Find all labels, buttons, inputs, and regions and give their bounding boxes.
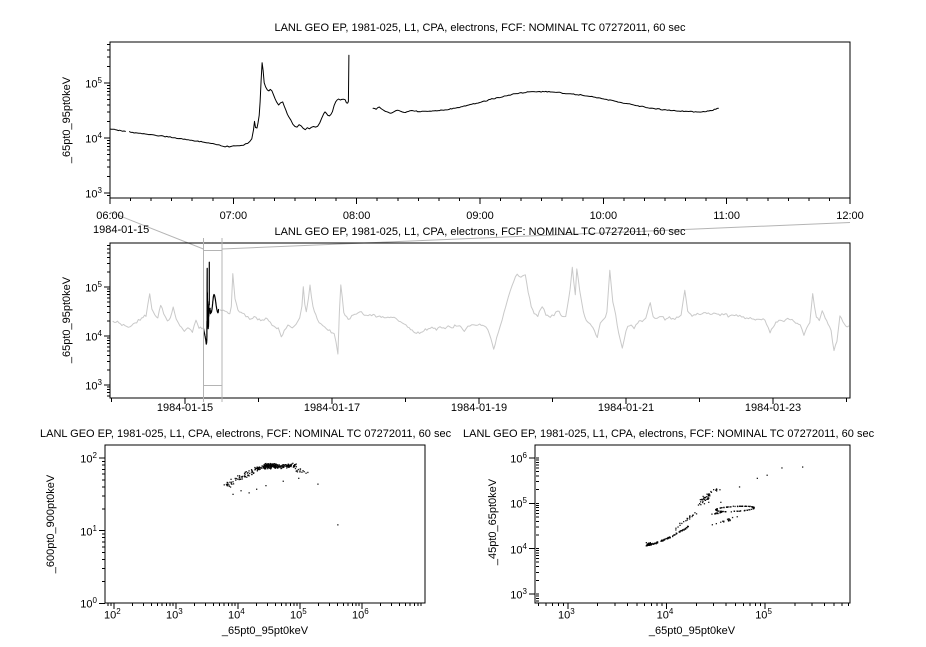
y-axis-tick-label: $10^5$: [510, 496, 527, 511]
y-axis-tick-label: $10^4$: [85, 329, 102, 344]
y-axis-tick-label: $10^4$: [510, 541, 527, 557]
x-axis-tick-label: $10^3$: [558, 607, 575, 622]
y-axis-tick-label: $10^3$: [85, 378, 102, 393]
overview-panel-y-axis-label: _65pt0_95pt0keV: [61, 276, 73, 364]
y-axis-tick-label: $10^3$: [85, 186, 102, 201]
x-axis-tick-label: 07:00: [219, 210, 248, 222]
scatter-left-title: LANL GEO EP, 1981-025, L1, CPA, electrons, FCF: NOMINAL TC 07272011, 60 sec: [40, 428, 452, 440]
y-axis-tick-label: $10^3$: [510, 586, 527, 602]
x-axis-tick-label: 10:00: [589, 210, 618, 222]
top-panel-date-label: 1984-01-15: [93, 224, 150, 236]
x-axis-tick-label: 08:00: [342, 210, 371, 222]
y-axis-tick-label: $10^1$: [80, 523, 97, 539]
zoom-selection-box[interactable]: [203, 238, 221, 402]
y-axis-tick-label: $10^6$: [510, 451, 527, 466]
scatter-right-title: LANL GEO EP, 1981-025, L1, CPA, electrons, FCF: NOMINAL TC 07272011, 60 sec: [463, 428, 875, 440]
x-axis-tick-label: $10^5$: [290, 607, 307, 622]
x-axis-tick-label: 1984-01-17: [303, 402, 361, 414]
scatter-right-y-axis-label: _45pt0_65pt0keV: [487, 478, 499, 566]
x-axis-tick-label: $10^4$: [656, 607, 674, 622]
scatter-panel-right[interactable]: [529, 445, 850, 609]
top-panel-plot[interactable]: [104, 42, 850, 204]
x-axis-tick-label: 1984-01-21: [597, 402, 655, 414]
scatter-right-x-axis-label: _65pt0_95pt0keV: [648, 625, 736, 637]
x-axis-tick-label: 1984-01-19: [450, 402, 508, 414]
x-axis-tick-label: $10^3$: [166, 607, 183, 622]
y-axis-tick-label: $10^4$: [85, 131, 102, 146]
x-axis-tick-label: 1984-01-23: [744, 402, 802, 414]
x-axis-tick-label: $10^6$: [352, 607, 369, 622]
y-axis-tick-label: $10^2$: [80, 451, 97, 466]
x-axis-tick-label: 11:00: [713, 210, 741, 222]
scatter-panel-left[interactable]: [99, 445, 425, 609]
y-axis-tick-label: $10^0$: [80, 596, 97, 612]
x-axis-tick-label: 12:00: [836, 210, 864, 222]
x-axis-tick-label: $10^4$: [228, 607, 245, 622]
top-panel-title: LANL GEO EP, 1981-025, L1, CPA, electrons, FCF: NOMINAL TC 07272011, 60 sec: [274, 22, 686, 34]
top-panel-y-axis-label: _65pt0_95pt0keV: [61, 76, 73, 164]
x-axis-tick-label: 1984-01-15: [156, 402, 214, 414]
scatter-left-y-axis-label: _600pt0_900pt0keV: [45, 474, 57, 574]
x-axis-tick-label: 06:00: [96, 210, 124, 222]
overview-panel-plot[interactable]: [104, 243, 850, 404]
x-axis-tick-label: $10^2$: [104, 607, 121, 622]
scatter-left-x-axis-label: _65pt0_95pt0keV: [221, 625, 309, 637]
x-axis-tick-label: $10^5$: [755, 607, 772, 622]
overview-panel-title: LANL GEO EP, 1981-025, L1, CPA, electrons, FCF: NOMINAL TC 07272011, 60 sec: [274, 226, 686, 238]
x-axis-tick-label: 09:00: [466, 210, 494, 222]
y-axis-tick-label: $10^5$: [85, 76, 102, 91]
y-axis-tick-label: $10^5$: [85, 280, 102, 295]
